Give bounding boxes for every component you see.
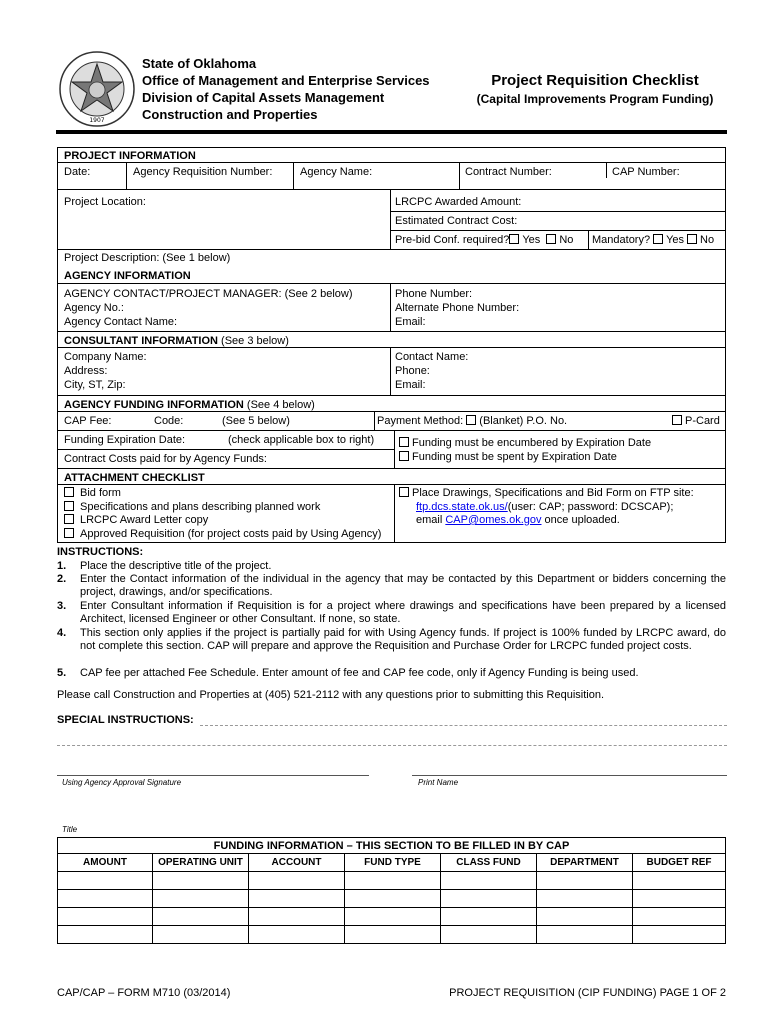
consultant-phone-field[interactable]: Phone:	[395, 365, 430, 377]
no-label: No	[700, 234, 715, 246]
instruction-number: 2.	[57, 573, 67, 585]
table-cell[interactable]	[441, 890, 537, 908]
table-cell[interactable]	[537, 926, 633, 944]
table-cell[interactable]	[249, 890, 345, 908]
footer-page-info: PROJECT REQUISITION (CIP FUNDING) PAGE 1 OF 2	[449, 987, 726, 999]
print-name-label: Print Name	[418, 778, 459, 787]
signature-line[interactable]	[57, 775, 369, 776]
consultant-right-block	[395, 350, 468, 392]
mandatory-label: Mandatory?	[592, 234, 651, 246]
table-cell[interactable]	[537, 908, 633, 926]
call-instruction: Please call Construction and Properties at (405) 521-2112 with any questions prior to submitting this Requisition.	[57, 689, 605, 701]
divider	[57, 249, 726, 250]
agency-req-num-field[interactable]: Agency Requisition Number:	[133, 166, 273, 178]
divider	[57, 468, 726, 469]
ftp-creds: (user: CAP; password: DCSCAP);	[507, 500, 674, 513]
table-cell[interactable]	[58, 908, 153, 926]
blanket-po-label: (Blanket) P.O. No.	[479, 415, 568, 427]
payment-row	[377, 415, 567, 428]
table-cell[interactable]	[249, 926, 345, 944]
divider	[57, 189, 726, 190]
funding-table-heading-row	[58, 838, 726, 854]
pcard-label: P-Card	[685, 415, 720, 427]
divider	[390, 189, 391, 249]
attachment-label: LRCPC Award Letter copy	[80, 514, 209, 526]
divider	[374, 411, 375, 430]
ftp-block	[399, 487, 694, 528]
project-description-field[interactable]: Project Description: (See 1 below)	[64, 252, 231, 264]
ftp-line: Place Drawings, Specifications and Bid Form on FTP site:	[412, 487, 694, 499]
approval-signature-label: Using Agency Approval Signature	[62, 778, 182, 787]
instruction-text: Enter the Contact information of the individual in the agency that may be contacted by this Department or bidders concerning the project, drawings, and/or specifications.	[80, 573, 726, 598]
consultant-heading-text: CONSULTANT INFORMATION	[64, 335, 218, 347]
state-seal-logo	[58, 50, 136, 128]
consultant-left-block	[64, 350, 147, 392]
divider	[390, 283, 391, 331]
table-cell[interactable]	[441, 872, 537, 890]
table-cell[interactable]	[345, 926, 441, 944]
table-cell[interactable]	[537, 890, 633, 908]
footer-form-id: CAP/CAP – FORM M710 (03/2014)	[57, 987, 231, 999]
check-box-note: (check applicable box to right)	[228, 434, 375, 446]
col-fund-type: FUND TYPE	[345, 854, 441, 872]
spent-row	[399, 451, 617, 464]
divider	[57, 411, 726, 412]
instruction-number: 4.	[57, 627, 67, 639]
table-cell[interactable]	[441, 908, 537, 926]
table-row	[58, 908, 726, 926]
col-class-fund: CLASS FUND	[441, 854, 537, 872]
svg-text:1907: 1907	[89, 117, 105, 124]
attachments-heading: ATTACHMENT CHECKLIST	[64, 472, 205, 484]
prebid-row	[395, 234, 573, 247]
funding-table-heading: FUNDING INFORMATION – THIS SECTION TO BE FILLED IN BY CAP	[58, 838, 726, 854]
divider	[394, 430, 395, 468]
attachment-label: Specifications and plans describing planned work	[80, 500, 321, 513]
encumbered-label: Funding must be encumbered by Expiration Date	[412, 437, 652, 449]
date-field[interactable]: Date:	[64, 166, 91, 178]
print-name-line[interactable]	[412, 775, 727, 776]
payment-label: Payment Method:	[377, 415, 464, 427]
agency-no-field[interactable]: Agency No.:	[64, 302, 124, 314]
table-cell[interactable]	[345, 908, 441, 926]
title-label: Title	[62, 825, 78, 834]
yes-label: Yes	[666, 234, 685, 246]
header-division: Division of Capital Assets Management	[142, 90, 385, 105]
header-dept: Construction and Properties	[142, 107, 318, 122]
divider	[293, 162, 294, 189]
table-row	[58, 926, 726, 944]
blanket-po-checkbox[interactable]	[466, 415, 476, 425]
agency-right-block	[395, 287, 519, 329]
funding-heading-note: (See 4 below)	[243, 399, 315, 411]
col-amount: AMOUNT	[58, 854, 153, 872]
table-cell[interactable]	[58, 872, 153, 890]
pcard-checkbox[interactable]	[672, 415, 682, 425]
attachment-label: Approved Requisition (for project costs paid by Using Agency)	[80, 527, 382, 540]
attachment-item	[64, 487, 381, 501]
consultant-contact-field[interactable]: Contact Name:	[395, 351, 469, 363]
divider	[606, 162, 607, 178]
agency-heading: AGENCY INFORMATION	[64, 270, 191, 282]
code-field[interactable]: Code:	[154, 415, 184, 427]
est-cost-field[interactable]: Estimated Contract Cost:	[395, 215, 518, 227]
attachment-item	[64, 501, 381, 515]
funding-heading-text: AGENCY FUNDING INFORMATION	[64, 399, 244, 411]
ftp-link[interactable]: ftp.dcs.state.ok.us/	[416, 500, 508, 513]
header-office: Office of Management and Enterprise Services	[142, 73, 430, 88]
divider	[57, 395, 726, 396]
instruction-text: Enter Consultant information if Requisition is for a project where drawings and specifications have been prepared by a licensed Architect, licensed Engineer or other Consultant. If none, so state.	[80, 600, 726, 625]
col-department: DEPARTMENT	[537, 854, 633, 872]
instruction-number: 5.	[57, 667, 67, 679]
page-title: Project Requisition Checklist	[491, 72, 699, 89]
divider	[459, 162, 460, 189]
email-pre: email	[416, 514, 446, 526]
divider	[57, 162, 726, 163]
lrcpc-letter-checkbox[interactable]	[64, 514, 74, 524]
address-field[interactable]: Address:	[64, 365, 108, 377]
agency-left-block	[64, 287, 353, 329]
agency-name-field[interactable]: Agency Name:	[300, 166, 373, 178]
table-cell[interactable]	[153, 926, 249, 944]
table-cell[interactable]	[153, 890, 249, 908]
header-title-block	[470, 72, 720, 107]
company-name-field[interactable]: Company Name:	[64, 351, 147, 363]
yes-label: Yes	[522, 234, 541, 246]
project-location-field[interactable]: Project Location:	[64, 196, 146, 208]
table-cell[interactable]	[633, 908, 726, 926]
divider	[57, 430, 726, 431]
divider	[588, 230, 589, 249]
instruction-text: CAP fee per attached Fee Schedule. Enter amount of fee and CAP fee code, only if Agency Funding is being used.	[80, 667, 639, 679]
mandatory-no-checkbox[interactable]	[687, 234, 697, 244]
attachment-label: Bid form	[80, 487, 121, 499]
instruction-number: 1.	[57, 560, 67, 572]
special-instructions-field[interactable]	[200, 725, 727, 726]
table-cell[interactable]	[153, 908, 249, 926]
table-cell[interactable]	[58, 926, 153, 944]
bid-form-checkbox[interactable]	[64, 487, 74, 497]
header-org-block	[142, 55, 430, 123]
table-cell[interactable]	[441, 926, 537, 944]
funding-table-header-row	[58, 854, 726, 872]
attachment-item	[64, 528, 381, 542]
encumbered-checkbox[interactable]	[399, 437, 409, 447]
encumbered-row	[399, 437, 651, 450]
mandatory-row	[592, 234, 714, 247]
attachment-list	[64, 487, 381, 541]
instructions-heading: INSTRUCTIONS:	[57, 546, 144, 558]
agency-alt-phone-field[interactable]: Alternate Phone Number:	[395, 302, 520, 314]
specifications-checkbox[interactable]	[64, 501, 74, 511]
table-cell[interactable]	[345, 872, 441, 890]
prebid-yes-checkbox[interactable]	[509, 234, 519, 244]
see5-note: (See 5 below)	[222, 415, 290, 427]
cap-num-field[interactable]: CAP Number:	[612, 166, 680, 178]
col-account: ACCOUNT	[249, 854, 345, 872]
mandatory-yes-checkbox[interactable]	[653, 234, 663, 244]
table-row	[58, 890, 726, 908]
divider	[57, 449, 394, 450]
header-rule	[56, 130, 727, 134]
cap-fee-field[interactable]: CAP Fee:	[64, 415, 112, 427]
expiration-field[interactable]: Funding Expiration Date:	[64, 434, 186, 446]
agency-contact-name-field[interactable]: Agency Contact Name:	[64, 316, 178, 328]
divider	[57, 283, 726, 284]
divider	[394, 484, 395, 543]
instruction-text: Place the descriptive title of the project.	[80, 560, 272, 572]
table-cell[interactable]	[249, 872, 345, 890]
divider	[57, 331, 726, 332]
divider	[126, 162, 127, 189]
prebid-no-checkbox[interactable]	[546, 234, 556, 244]
table-cell[interactable]	[249, 908, 345, 926]
city-field[interactable]: City, ST, Zip:	[64, 379, 126, 391]
header-state: State of Oklahoma	[142, 56, 257, 71]
table-cell[interactable]	[633, 926, 726, 944]
table-row	[58, 872, 726, 890]
funding-table	[57, 837, 726, 944]
contract-costs-field[interactable]: Contract Costs paid for by Agency Funds:	[64, 453, 267, 465]
table-cell[interactable]	[633, 890, 726, 908]
divider	[57, 484, 726, 485]
col-budget-ref: BUDGET REF	[633, 854, 726, 872]
col-operating-unit: OPERATING UNIT	[153, 854, 249, 872]
divider	[57, 347, 726, 348]
table-cell[interactable]	[345, 890, 441, 908]
attachment-item	[64, 514, 381, 528]
agency-phone-field[interactable]: Phone Number:	[395, 288, 473, 300]
no-label: No	[559, 234, 574, 246]
special-instructions-line[interactable]	[57, 745, 727, 746]
agency-email-field[interactable]: Email:	[395, 316, 426, 328]
contract-num-field[interactable]: Contract Number:	[465, 166, 552, 178]
divider	[390, 230, 726, 231]
table-cell[interactable]	[153, 872, 249, 890]
divider	[390, 211, 726, 212]
special-heading: SPECIAL INSTRUCTIONS:	[57, 714, 194, 726]
page-subtitle: (Capital Improvements Program Funding)	[476, 92, 714, 106]
lrcpc-amount-field[interactable]: LRCPC Awarded Amount:	[395, 196, 522, 208]
project-heading: PROJECT INFORMATION	[64, 150, 196, 162]
table-cell[interactable]	[58, 890, 153, 908]
instruction-number: 3.	[57, 600, 67, 612]
prebid-label: Pre-bid Conf. required?	[395, 234, 510, 246]
table-cell[interactable]	[537, 872, 633, 890]
instruction-text: This section only applies if the project is partially paid for with Using Agency funds. If project is 100% funded by LRCPC award, do not complete this section. CAP will prepare and approve the Requisition and Purchase Order for LRCPC funded project costs.	[80, 627, 726, 652]
consultant-email-field[interactable]: Email:	[395, 379, 426, 391]
agency-contact-field[interactable]: AGENCY CONTACT/PROJECT MANAGER: (See 2 below)	[64, 288, 353, 300]
spent-label: Funding must be spent by Expiration Date	[412, 451, 617, 463]
email-post: once uploaded.	[541, 514, 620, 526]
consultant-heading-note: (See 3 below)	[217, 335, 289, 347]
ftp-checkbox[interactable]	[399, 487, 409, 497]
table-cell[interactable]	[633, 872, 726, 890]
approved-req-checkbox[interactable]	[64, 528, 74, 538]
pcard-row	[672, 415, 720, 428]
divider	[390, 347, 391, 395]
spent-checkbox[interactable]	[399, 451, 409, 461]
email-link[interactable]: CAP@omes.ok.gov	[445, 514, 542, 526]
